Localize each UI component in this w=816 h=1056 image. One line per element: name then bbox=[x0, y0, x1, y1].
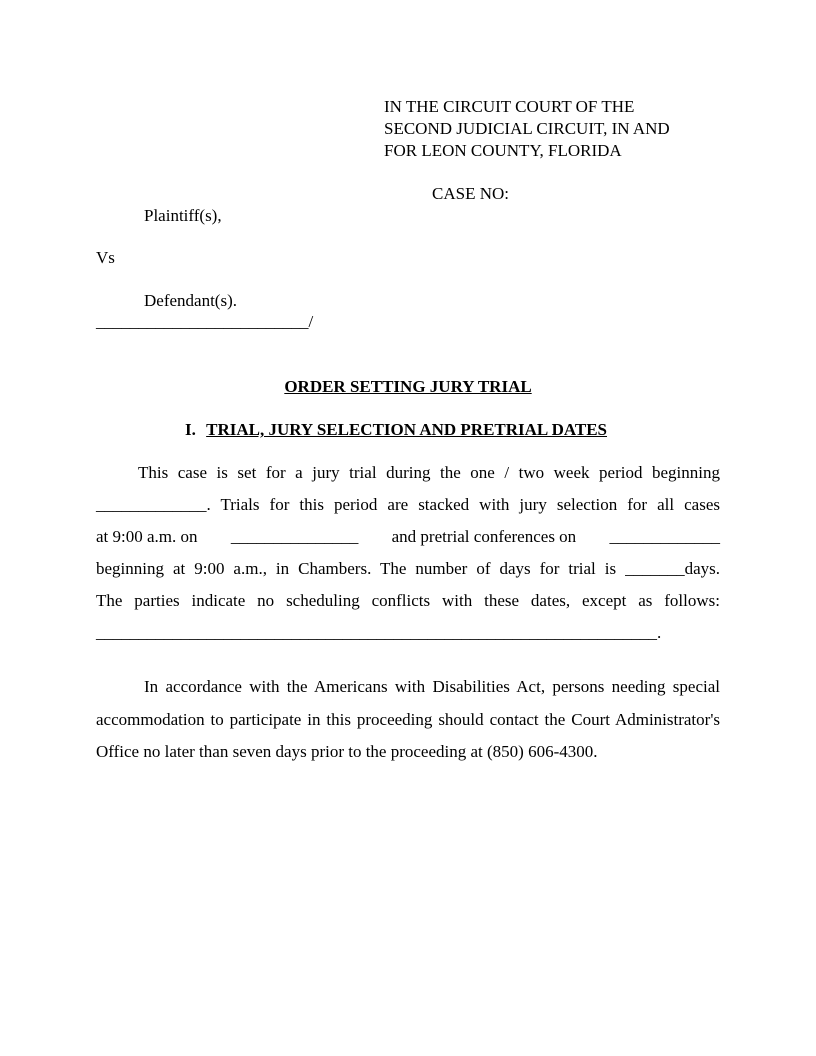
versus-label: Vs bbox=[96, 248, 115, 267]
ada-notice-paragraph: In accordance with the Americans with Disabilities Act, persons needing special accommodation to participate in this proceeding should contact the Court Administrator's Office no later than seven days prior to the proceeding at (850) 606-4300. bbox=[96, 677, 720, 761]
trial-line-2 bbox=[96, 494, 720, 516]
court-caption bbox=[384, 96, 724, 162]
trial-text-3a: at 9:00 a.m. on bbox=[96, 527, 198, 546]
plaintiff-label: Plaintiff(s), bbox=[144, 206, 222, 225]
court-line-1: IN THE CIRCUIT COURT OF THE bbox=[384, 97, 635, 116]
order-title: ORDER SETTING JURY TRIAL bbox=[284, 377, 532, 396]
pretrial-date-blank: _____________ bbox=[609, 527, 720, 546]
court-line-2: SECOND JUDICIAL CIRCUIT, IN AND bbox=[384, 119, 670, 138]
case-number-label: CASE NO: bbox=[432, 184, 509, 203]
section-heading bbox=[185, 419, 607, 441]
trial-text-2: _____________. Trials for this period are stacked with jury selection for all cases bbox=[96, 495, 720, 514]
section-title: TRIAL, JURY SELECTION AND PRETRIAL DATES bbox=[206, 420, 608, 439]
trial-text-4: beginning at 9:00 a.m., in Chambers. The number of days for trial is _______days. bbox=[96, 559, 720, 578]
trial-line-5 bbox=[96, 590, 720, 612]
scheduling-conflicts-blank: __________________________________________________________________. bbox=[96, 623, 662, 642]
jury-selection-date-blank: _______________ bbox=[230, 527, 359, 546]
trial-line-3 bbox=[96, 526, 720, 548]
court-line-3: FOR LEON COUNTY, FLORIDA bbox=[384, 141, 622, 160]
caption-signature-line: _________________________/ bbox=[96, 312, 314, 331]
trial-line-1 bbox=[138, 462, 720, 484]
trial-line-4 bbox=[96, 558, 720, 580]
section-number: I. bbox=[185, 420, 196, 439]
defendant-label: Defendant(s). bbox=[144, 291, 237, 310]
trial-text-3c: and pretrial conferences on bbox=[391, 527, 577, 546]
trial-text-1: This case is set for a jury trial during the one / two week period beginning bbox=[138, 463, 720, 482]
trial-text-5: The parties indicate no scheduling conflicts with these dates, except as follows: bbox=[96, 591, 720, 610]
